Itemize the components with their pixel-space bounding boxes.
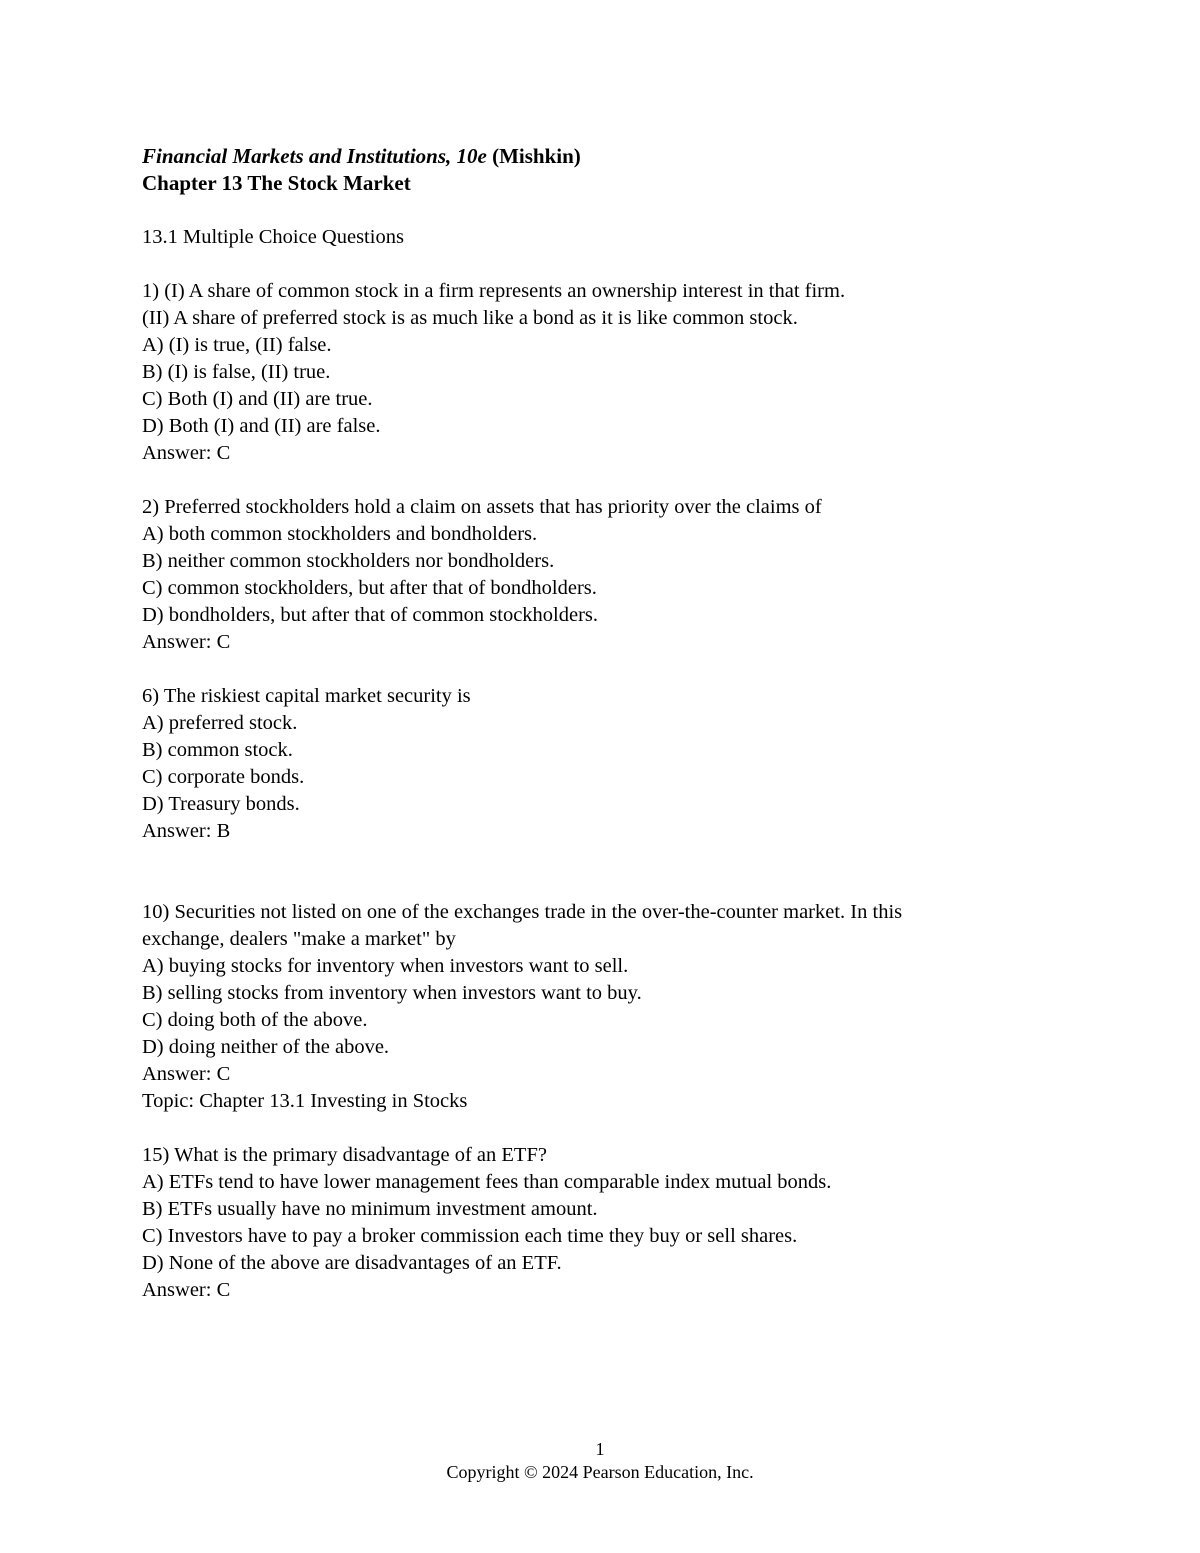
option-d: D) doing neither of the above. — [142, 1036, 390, 1058]
page-number: 1 — [595, 1439, 605, 1459]
option-a: A) (I) is true, (II) false. — [142, 334, 332, 356]
question-2 — [142, 494, 1062, 656]
option-d: D) None of the above are disadvantages of an ETF. — [142, 1252, 562, 1274]
option-a: A) buying stocks for inventory when investors want to sell. — [142, 955, 629, 977]
page-content — [142, 143, 1062, 1304]
option-b: B) ETFs usually have no minimum investment amount. — [142, 1198, 598, 1220]
option-d: D) Both (I) and (II) are false. — [142, 415, 381, 437]
section-title: 13.1 Multiple Choice Questions — [142, 226, 404, 248]
option-c: C) corporate bonds. — [142, 766, 305, 788]
option-d: D) bondholders, but after that of common stockholders. — [142, 604, 599, 626]
option-a: A) both common stockholders and bondholders. — [142, 523, 538, 545]
option-a: A) preferred stock. — [142, 712, 298, 734]
option-b: B) selling stocks from inventory when investors want to buy. — [142, 982, 642, 1004]
option-b: B) (I) is false, (II) true. — [142, 361, 331, 383]
option-c: C) Both (I) and (II) are true. — [142, 388, 373, 410]
copyright: Copyright © 2024 Pearson Education, Inc. — [446, 1462, 754, 1482]
topic: Topic: Chapter 13.1 Investing in Stocks — [142, 1090, 468, 1112]
question-stem: exchange, dealers "make a market" by — [142, 928, 456, 950]
answer: Answer: C — [142, 631, 231, 653]
option-b: B) neither common stockholders nor bondholders. — [142, 550, 555, 572]
answer: Answer: C — [142, 442, 231, 464]
question-6 — [142, 683, 1062, 845]
chapter-title: Chapter 13 The Stock Market — [142, 171, 411, 195]
option-d: D) Treasury bonds. — [142, 793, 300, 815]
book-title: Financial Markets and Institutions, 10e — [142, 144, 487, 168]
option-b: B) common stock. — [142, 739, 293, 761]
book-heading — [142, 143, 1062, 170]
answer: Answer: B — [142, 820, 231, 842]
question-15 — [142, 1142, 1062, 1304]
question-stem: (II) A share of preferred stock is as much like a bond as it is like common stock. — [142, 307, 798, 329]
question-stem: 1) (I) A share of common stock in a firm represents an ownership interest in that firm. — [142, 280, 846, 302]
question-stem: 2) Preferred stockholders hold a claim on assets that has priority over the claims of — [142, 496, 822, 518]
option-c: C) doing both of the above. — [142, 1009, 368, 1031]
answer: Answer: C — [142, 1063, 231, 1085]
question-10 — [142, 899, 1062, 1115]
author: (Mishkin) — [492, 144, 581, 168]
option-a: A) ETFs tend to have lower management fees than comparable index mutual bonds. — [142, 1171, 832, 1193]
option-c: C) Investors have to pay a broker commission each time they buy or sell shares. — [142, 1225, 798, 1247]
question-stem: 10) Securities not listed on one of the exchanges trade in the over-the-counter market. In this — [142, 901, 903, 923]
question-stem: 15) What is the primary disadvantage of an ETF? — [142, 1144, 547, 1166]
question-stem: 6) The riskiest capital market security is — [142, 685, 471, 707]
answer: Answer: C — [142, 1279, 231, 1301]
option-c: C) common stockholders, but after that of bondholders. — [142, 577, 597, 599]
question-1 — [142, 278, 1062, 467]
